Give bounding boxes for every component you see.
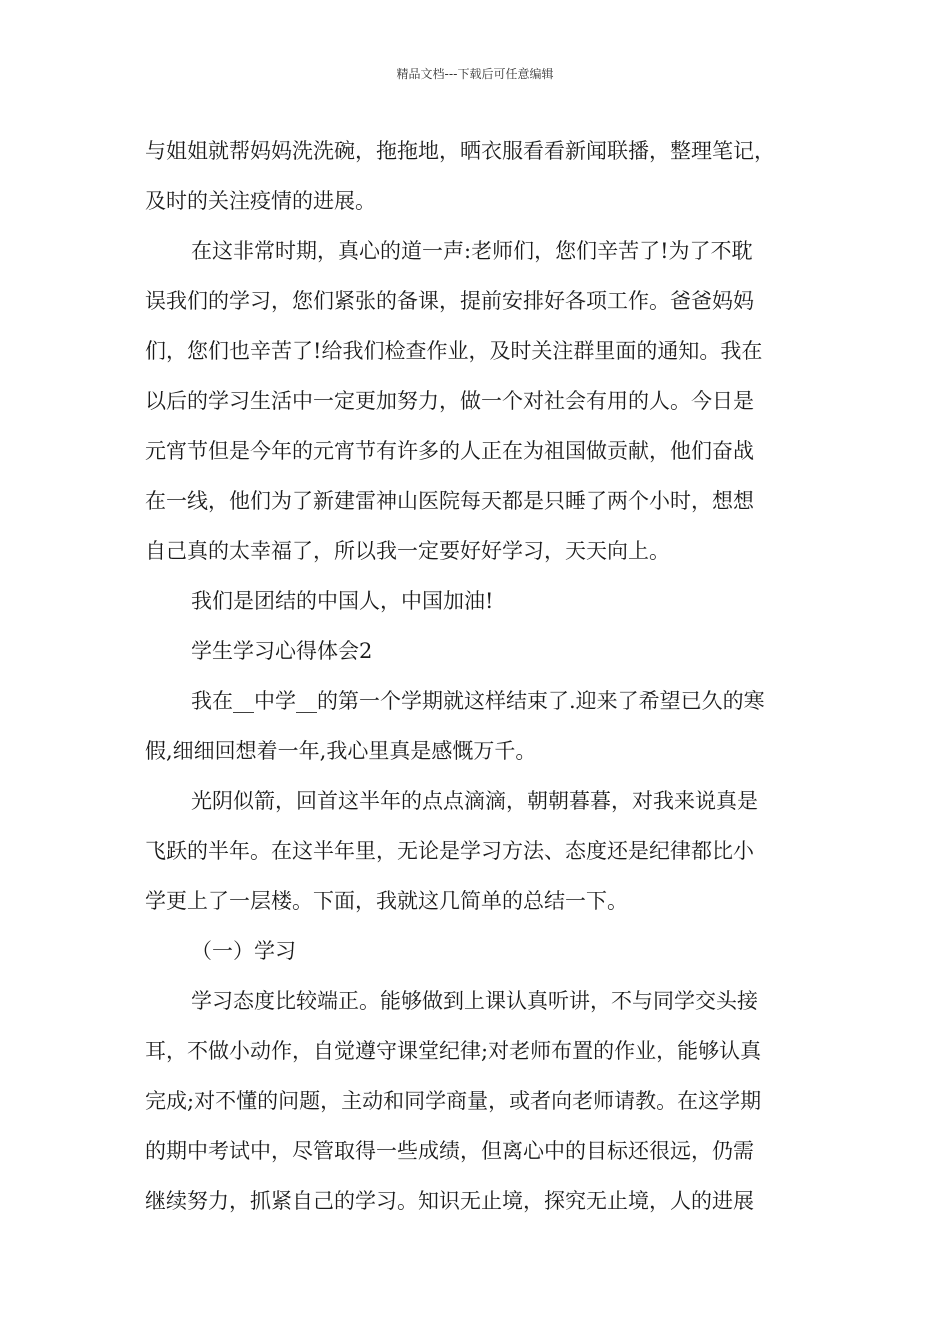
- text-line: 以后的学习生活中一定更加努力，做一个对社会有用的人。今日是: [145, 389, 754, 413]
- page-header: 精品文档---下载后可任意编辑: [396, 67, 554, 81]
- text-line: 误我们的学习，您们紧张的备课，提前安排好各项工作。爸爸妈妈: [145, 289, 754, 313]
- text-line: 与姐姐就帮妈妈洗洗碗，拖拖地，晒衣服看看新闻联播，整理笔记，: [145, 139, 775, 163]
- text-line: 在一线，他们为了新建雷神山医院每天都是只睡了两个小时，想想: [145, 489, 754, 513]
- text-line: 自己真的太幸福了，所以我一定要好好学习，天天向上。: [145, 539, 670, 563]
- text-line: 在这非常时期，真心的道一声:老师们，您们辛苦了!为了不耽: [191, 239, 753, 263]
- text-line: 们，您们也辛苦了!给我们检查作业，及时关注群里面的通知。我在: [145, 339, 763, 363]
- subsection-title: （一）学习: [191, 939, 296, 963]
- document-body: [145, 126, 807, 1226]
- text-line: 学习态度比较端正。能够做到上课认真听讲，不与同学交头接: [191, 989, 758, 1013]
- section-title: 学生学习心得体会2: [191, 639, 373, 663]
- text-line: 及时的关注疫情的进展。: [145, 189, 376, 213]
- text-line: 飞跃的半年。在这半年里，无论是学习方法、态度还是纪律都比小: [145, 839, 754, 863]
- text-line: 耳，不做小动作，自觉遵守课堂纪律;对老师布置的作业，能够认真: [145, 1039, 762, 1063]
- text-line: 继续努力，抓紧自己的学习。知识无止境，探究无止境，人的进展: [145, 1189, 754, 1213]
- text-line: 的期中考试中，尽管取得一些成绩，但离心中的目标还很远，仍需: [145, 1139, 754, 1163]
- text-line: 我在__中学__的第一个学期就这样结束了.迎来了希望已久的寒: [191, 689, 765, 713]
- text-line: 完成;对不懂的问题，主动和同学商量，或者向老师请教。在这学期: [145, 1089, 762, 1113]
- text-line: 光阴似箭，回首这半年的点点滴滴，朝朝暮暮，对我来说真是: [191, 789, 758, 813]
- text-line: 我们是团结的中国人，中国加油!: [191, 589, 494, 613]
- text-line: 假,细细回想着一年,我心里真是感慨万千。: [145, 739, 537, 763]
- text-line: 元宵节但是今年的元宵节有许多的人正在为祖国做贡献，他们奋战: [145, 439, 754, 463]
- text-line: 学更上了一层楼。下面，我就这几简单的总结一下。: [145, 889, 628, 913]
